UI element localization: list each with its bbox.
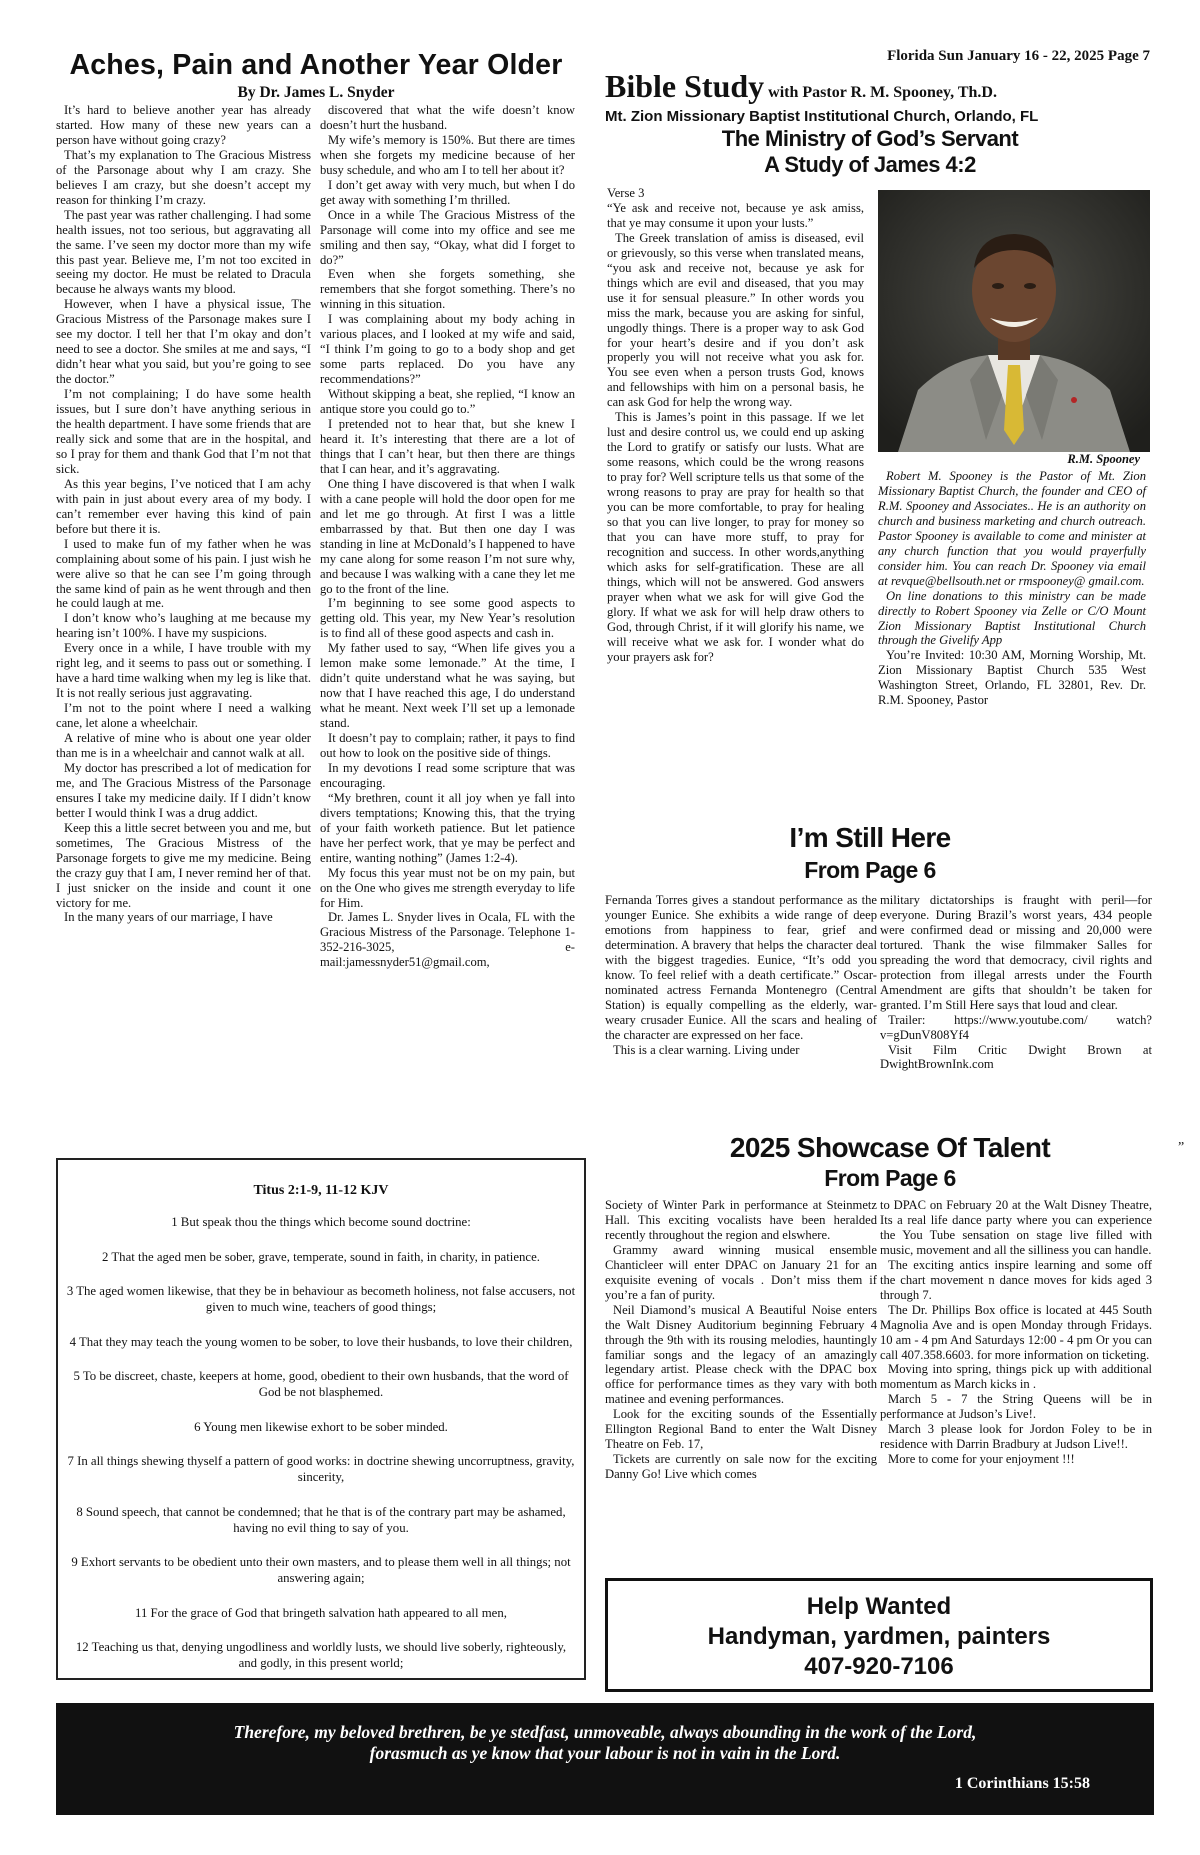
help-wanted-heading: Help Wanted <box>806 1593 952 1620</box>
paragraph: The Greek translation of amiss is diseased, evil or grievously, so this verse when translated means, “you ask and receive not, because ye ask for things which are evil and diseased, that you may use it for sensual pleasure.” In other words you miss the mark, because you are asking for sinful, ungodly things. There is a proper way to ask God for your heart’s desire and if you don’t ask properly you will not receive what you ask for. You see even when a person trusts God, knows and fellowships with him on a personal basis, he can ask God for help the wrong way. <box>607 230 864 410</box>
titus-verse: 5 To be discreet, chaste, keepers at home, good, obedient to their own husbands, that the word of God be not blasphemed. <box>73 1369 569 1399</box>
paragraph: I pretended not to hear that, but she knew I heard it. It’s interesting that there are a lot of things that I can’t hear, but then there are things that I can hear, and it’s aggravating. <box>320 417 575 476</box>
paragraph: More to come for your enjoyment !!! <box>888 1452 1075 1467</box>
titus-verse: 4 That they may teach the young women to be sober, to love their husbands, to love their children, <box>69 1334 573 1349</box>
paragraph: In my devotions I read some scripture that was encouraging. <box>320 760 575 790</box>
still-here-title: I’m Still Here <box>789 822 951 853</box>
paragraph: March 3 please look for Jordon Foley to be in residence with Darrin Bradbury at Judson Live!!. <box>880 1422 1152 1452</box>
paragraph: Tickets are currently on sale now for the exciting Danny Go! Live which comes <box>605 1452 877 1482</box>
paragraph: I was complaining about my body aching in various places, and I looked at my wife and said, “I think I’m going to go to a body shop and get some parts replaced. Do you have any recommendations?” <box>320 312 575 387</box>
paragraph: military dictatorships is fraught with peril—for everyone. During Brazil’s worst years, 434 people were confirmed dead or missing and 20,000 were tortured. Thank the wise filmmaker Salles for spreading the word that democracy, civil rights and protection from illegal arrests under the Fourth Amendment are gifts that shouldn’t be taken for granted. I’m Still Here says that loud and clear. <box>880 893 1152 1012</box>
paragraph: My focus this year must not be on my pain, but on the One who gives me strength everyday to life for Him. <box>320 865 575 910</box>
article-title: Aches, Pain and Another Year Older <box>69 49 563 81</box>
paragraph: I don’t know who’s laughing at me because my hearing isn’t 100%. I have my suspicions. <box>56 611 311 641</box>
paragraph: My doctor has prescribed a lot of medication for me, and The Gracious Mistress of the Parsonage ensures I take my medicine daily. If I didn’t know better I would think I was a drug addict. <box>56 760 311 820</box>
paragraph: My father used to say, “When life gives you a lemon make some lemonade.” At the time, I didn’t quite understand what he was saying, but now that I have reached this age, I do understand what he meant. Next week I’ll set up a lemonade stand. <box>320 641 575 731</box>
titus-title: Titus 2:1-9, 11-12 KJV <box>253 1183 389 1198</box>
article-byline: By Dr. James L. Snyder <box>237 84 395 101</box>
paragraph: A relative of mine who is about one year older than me is in a wheelchair and cannot walk at all. <box>56 731 311 760</box>
paragraph: It’s hard to believe another year has already started. How many of these new years can a person have without going crazy? <box>56 103 311 147</box>
showcase-column-1 <box>605 1198 877 1482</box>
paragraph: My wife’s memory is 150%. But there are times when she forgets my medicine because of her busy schedule, and who am I to tell her about it? <box>320 132 575 177</box>
issue-header: Florida Sun January 16 - 22, 2025 Page 7 <box>887 48 1150 64</box>
paragraph: Trailer: https://www.youtube.com/ watch?v=gDunV808Yf4 <box>880 1012 1152 1042</box>
article-column-1 <box>56 103 311 925</box>
paragraph: Even when she forgets something, she remembers that she forgot something. There’s no winning in this situation. <box>320 267 575 312</box>
help-wanted-phone: 407-920-7106 <box>804 1653 954 1680</box>
paragraph: On line donations to this ministry can be made directly to Robert Spooney via Zelle or C/O Mount Zion Missionary Baptist Institutional Church through the Givelify App <box>878 588 1146 648</box>
paragraph: I don’t get away with very much, but when I do get away with something I’m thrilled. <box>320 177 575 207</box>
titus-scripture-box <box>56 1158 586 1680</box>
closing-verse-line-2: forasmuch as ye know that your labour is not in vain in the Lord. <box>369 1743 841 1763</box>
paragraph: This is a clear warning. Living under <box>613 1042 800 1057</box>
paragraph: Once in a while The Gracious Mistress of the Parsonage will come into my office and see me smiling and then say, “Okay, what did I forget to do?” <box>320 207 575 267</box>
titus-verse: 2 That the aged men be sober, grave, temperate, sound in faith, in charity, in patience. <box>102 1249 540 1264</box>
paragraph: Every once in a while, I have trouble with my right leg, and it seems to pass out or something. I have a hard time walking when my leg is like that. It is not really serious just aggravating. <box>56 641 311 701</box>
paragraph: Visit Film Critic Dwight Brown at DwightBrownInk.com <box>880 1042 1152 1072</box>
bible-study-body <box>607 186 864 665</box>
titus-verse: 3 The aged women likewise, that they be in behaviour as becometh holiness, not false accusers, not given to much wine, teachers of good things; <box>66 1284 576 1314</box>
paragraph: In the many years of our marriage, I have <box>64 910 273 925</box>
paragraph: Dr. James L. Snyder lives in Ocala, FL with the Gracious Mistress of the Parsonage. Telephone 1-352-216-3025, e-mail:jamessnyder51@gmail.com, <box>320 910 575 970</box>
paragraph: Neil Diamond’s musical A Beautiful Noise enters the Walt Disney Auditorium beginning February 4 through the 9th with its rousing melodies, hauntingly familiar songs and the legacy of an amazingly legendary artist. Please check with the DPAC box office for performance times as they vary with both matinee and evening performances. <box>605 1302 877 1407</box>
showcase-subtitle: From Page 6 <box>824 1165 956 1191</box>
titus-verse: 6 Young men likewise exhort to be sober minded. <box>194 1419 448 1434</box>
closing-verse-banner <box>56 1703 1154 1815</box>
paragraph: Robert M. Spooney is the Pastor of Mt. Zion Missionary Baptist Church, the founder and CEO of R.M. Spooney and Associates.. He is an authority on church and business marketing and church outreach. Pastor Spooney is available to come and minister at any church function that you would prayerfully consider him. You can reach Dr. Spooney via email at revque@bellsouth.net or rmspooney@ gmail.com. <box>878 469 1146 588</box>
paragraph: That’s my explanation to The Gracious Mistress of the Parsonage about why I am crazy. She believes I am crazy, but she doesn’t accept my reason for thinking I’m crazy. <box>56 147 311 207</box>
article-column-2 <box>320 103 575 970</box>
paragraph: discovered that what the wife doesn’t know doesn’t hurt the husband. <box>320 103 575 132</box>
pastor-portrait-image <box>878 190 1150 452</box>
paragraph: Look for the exciting sounds of the Essentially Ellington Regional Band to enter the Walt Disney Theatre on Feb. 17, <box>605 1407 877 1452</box>
showcase-column-2 <box>880 1198 1152 1467</box>
closing-verse-line-1: Therefore, my beloved brethren, be ye stedfast, unmoveable, always abounding in the work of the Lord, <box>233 1722 977 1742</box>
paragraph: Grammy award winning musical ensemble Chanticleer will enter DPAC on January 21 for an exquisite evening of vocals . Don’t miss them if you’re a fan of purity. <box>605 1242 877 1302</box>
bible-study-heading <box>605 66 1165 106</box>
paragraph: Society of Winter Park in performance at Steinmetz Hall. This exciting vocalists have been heralded recently throughout the region and elswhere. <box>605 1198 877 1242</box>
paragraph: I’m not complaining; I do have some health issues, but I sure don’t have anything serious in the health department. I have some friends that are really sick and some that are in the hospital, and so I pray for them and thank God that I’m not that sick. <box>56 387 311 476</box>
titus-verse: 1 But speak thou the things which become sound doctrine: <box>171 1215 471 1229</box>
titus-verse: 8 Sound speech, that cannot be condemned; that he that is of the contrary part may be ashamed, having no evil thing to say of you. <box>76 1504 566 1535</box>
church-name: Mt. Zion Missionary Baptist Institutional Church, Orlando, FL <box>605 108 1039 125</box>
titus-verses <box>66 1214 576 1671</box>
paragraph: Keep this a little secret between you and me, but sometimes, The Gracious Mistress of the Parsonage forgets to give me my medicine. Being the crazy guy that I am, I never remind her of that. I just snicker on the inside and count it one victory for me. <box>56 820 311 910</box>
paragraph: March 5 - 7 the String Queens will be in performance at Judson’s Live!. <box>880 1392 1152 1422</box>
ministry-title-line-2: A Study of James 4:2 <box>764 152 976 177</box>
paragraph: It doesn’t pay to complain; rather, it pays to find out how to look on the positive side of things. <box>320 731 575 760</box>
titus-verse: 11 For the grace of God that bringeth salvation hath appeared to all men, <box>135 1605 507 1620</box>
paragraph: I’m not to the point where I need a walking cane, let alone a wheelchair. <box>56 701 311 731</box>
paragraph: Verse 3 <box>607 186 645 200</box>
paragraph: This is James’s point in this passage. If we let lust and desire control us, we could end up asking the Lord to gratify or satisfy our lusts. What are some reasons, which could be the wrong reasons to pray for? Well scripture tells us that some of the wrong reasons to pray are pray for health so that you can be more comfortable, to pray for healing so that you can live longer, to pray for money so that you can have more stuff, to pray for recognition and success. In other words,anything which asks for self-gratification. These are all things, which will not be answered. God answers prayer when what we ask for will give God the glory. If what we ask for will help draw others to God, through Christ, if it will glorify his name, we will receive what we ask for. I wonder what do your prayers ask for? <box>607 410 864 664</box>
paragraph: You’re Invited: 10:30 AM, Morning Worship, Mt. Zion Missionary Baptist Church 535 West Washington Street, Orlando, FL 32801, Rev. Dr. R.M. Spooney, Pastor <box>878 648 1146 708</box>
paragraph: However, when I have a physical issue, The Gracious Mistress of the Parsonage makes sure I see my doctor. I tell her that I’m okay and don’t need to see a doctor. She smiles at me and says, “I didn’t hear what you said, but you’re going to see the doctor.” <box>56 297 311 387</box>
help-wanted-roles: Handyman, yardmen, painters <box>707 1623 1051 1650</box>
titus-verse: 9 Exhort servants to be obedient unto their own masters, and to please them well in all things; not answering again; <box>71 1555 571 1585</box>
paragraph: I used to make fun of my father when he was complaining about some of his pain. I just wish he were alive so that he can see I’m going through the same kind of pain as he went through and then he could laugh at me. <box>56 536 311 611</box>
still-here-column-2 <box>880 893 1152 1072</box>
paragraph: to DPAC on February 20 at the Walt Disney Theatre, Its a real life dance party where you can experience the You Tube sensation on stage live filled with music, movement and all the silliness you can handle. <box>880 1198 1152 1257</box>
paragraph: “Ye ask and receive not, because ye ask amiss, that ye may consume it upon your lusts.” <box>607 200 864 230</box>
paragraph: One thing I have discovered is that when I walk with a cane people will hold the door open for me and let me go through. At first I was a little embarrassed by that. But then one day I was standing in line at McDonald’s I happened to have my cane along for some reason I’m not sure why, and because I was walking with a cane they let me go to the front of the line. <box>320 476 575 596</box>
paragraph: The exciting antics inspire learning and some off the chart movement n dance moves for kids aged 3 through 7. <box>880 1257 1152 1302</box>
titus-verse: 12 Teaching us that, denying ungodliness and worldly lusts, we should live soberly, righteously, and godly, in this present world; <box>75 1640 567 1670</box>
ministry-title-line-1: The Ministry of God’s Servant <box>721 126 1019 151</box>
bible-study-pastor: with Pastor R. M. Spooney, Th.D. <box>764 84 997 101</box>
closing-verse-reference: 1 Corinthians 15:58 <box>954 1775 1090 1792</box>
paragraph: Moving into spring, things pick up with additional momentum as March kicks in . <box>880 1362 1152 1392</box>
stray-quote-mark: ” <box>1178 1140 1185 1155</box>
pastor-photo <box>878 190 1150 452</box>
paragraph: As this year begins, I’ve noticed that I am achy with pain in just about every area of my body. I can’t remember ever having this kind of pain before but there it is. <box>56 476 311 536</box>
still-here-column-1 <box>605 893 877 1057</box>
pastor-bio <box>878 469 1146 708</box>
still-here-subtitle: From Page 6 <box>804 857 936 883</box>
photo-caption: R.M. Spooney <box>1067 452 1140 466</box>
paragraph: “My brethren, count it all joy when ye fall into divers temptations; Knowing this, that the trying of your faith worketh patience. But let patience have her perfect work, that ye may be perfect and entire, wanting nothing” (James 1:2-4). <box>320 790 575 865</box>
showcase-title: 2025 Showcase Of Talent <box>729 1132 1051 1163</box>
paragraph: Without skipping a beat, she replied, “I know an antique store you could go to.” <box>320 387 575 417</box>
ministry-title <box>690 126 1050 178</box>
bible-study-title: Bible Study <box>605 68 765 104</box>
titus-verse: 7 In all things shewing thyself a pattern of good works: in doctrine shewing uncorruptness, gravity, sincerity, <box>67 1454 575 1484</box>
paragraph: The past year was rather challenging. I had some health issues, not too serious, but aggravating all the same. I’ve seen my doctor more than my wife this past year. Believe me, I’m not too excited in seeing my doctor. He must be related to Dracula because he always wants my blood. <box>56 207 311 297</box>
paragraph: Fernanda Torres gives a standout performance as the younger Eunice. She exhibits a wide range of deep emotions from happiness to fear, grief and determination. A bravery that helps the character deal with the biggest tragedies. Eunice, “It’s odd you know. To feel relief with a death certificate.” Oscar-nominated actress Fernanda Montenegro (Central Station) is equally compelling as the elderly, war-weary crusader Eunice. All the scars and healing of the character are expressed on her face. <box>605 893 877 1042</box>
paragraph: I’m beginning to see some good aspects to getting old. This year, my New Year’s resolution is to find all of these good aspects and cash in. <box>320 596 575 641</box>
help-wanted-ad <box>605 1578 1153 1692</box>
paragraph: The Dr. Phillips Box office is located at 445 South Magnolia Ave and is open Monday through Fridays. 10 am - 4 pm And Saturdays 12:00 - 4 pm Or you can call 407.358.6603. for more information on ticketing. <box>880 1302 1152 1362</box>
